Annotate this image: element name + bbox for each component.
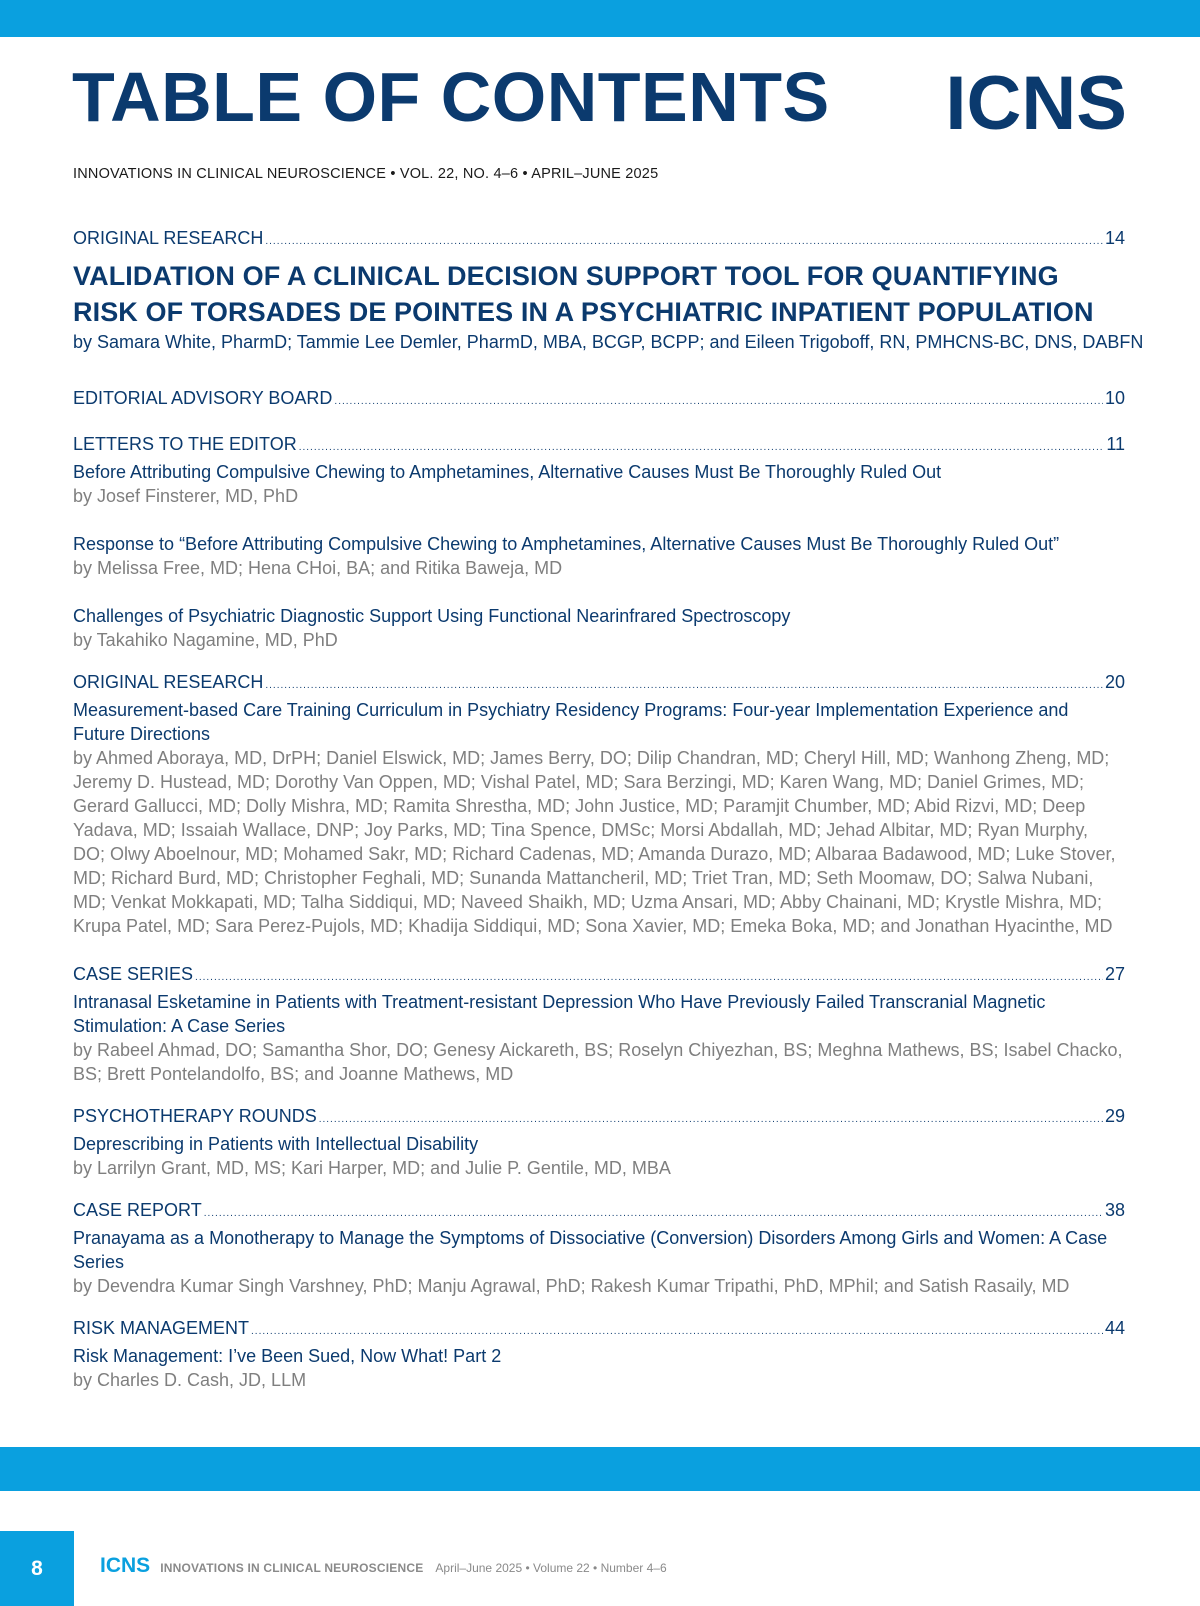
article-authors: by Melissa Free, MD; Hena CHoi, BA; and Ritika Baweja, MD [73, 558, 563, 578]
toc-article [73, 604, 1125, 652]
leader-dots [265, 674, 1103, 698]
toc-article [73, 990, 1125, 1086]
footer-journal-name: INNOVATIONS IN CLINICAL NEUROSCIENCE [160, 1561, 424, 1575]
leader-dots [195, 966, 1103, 990]
toc-section [73, 670, 1125, 938]
article-title[interactable]: Measurement-based Care Training Curriculum in Psychiatry Residency Programs: Four-year Implementation Experience and Future Directions [73, 700, 1069, 744]
leader-dots [299, 436, 1105, 460]
section-page-number: 27 [1104, 964, 1125, 984]
toc-article [73, 1132, 1125, 1180]
toc-article [73, 698, 1125, 938]
article-title[interactable]: Intranasal Esketamine in Patients with Treatment-resistant Depression Who Have Previously Failed Transcranial Magnetic Stimulation: A Case Series [73, 992, 1046, 1036]
article-title[interactable]: Response to “Before Attributing Compulsive Chewing to Amphetamines, Alternative Causes Must Be Thoroughly Ruled Out” [73, 534, 1060, 554]
toc-section [73, 226, 1144, 354]
article-authors: by Charles D. Cash, JD, LLM [73, 1370, 307, 1390]
leader-dots [204, 1202, 1103, 1226]
leader-dots [265, 230, 1103, 254]
article-authors: by Rabeel Ahmad, DO; Samantha Shor, DO; Genesy Aickareth, BS; Roselyn Chiyezhan, BS; Meghna Mathews, BS; Isabel Chacko, BS; Brett Pontelandolfo, BS; and Joanne Mathews, MD [73, 1040, 1123, 1084]
toc-section-header[interactable] [73, 962, 1125, 990]
footer-logo: ICNS [100, 1554, 151, 1577]
toc-section-header[interactable] [73, 1104, 1125, 1132]
leader-dots [334, 390, 1103, 414]
journal-logo: ICNS [945, 61, 1127, 146]
toc-article [73, 1344, 1125, 1392]
article-title[interactable]: Pranayama as a Monotherapy to Manage the Symptoms of Dissociative (Conversion) Disorders Among Girls and Women: A Case Series [73, 1228, 1108, 1272]
toc-section-header[interactable] [73, 1198, 1125, 1226]
section-category: PSYCHOTHERAPY ROUNDS [73, 1106, 317, 1126]
section-page-number: 14 [1104, 228, 1125, 248]
article-title[interactable]: Risk Management: I’ve Been Sued, Now What! Part 2 [73, 1346, 502, 1366]
toc-section [73, 962, 1125, 1086]
toc-content [73, 226, 1144, 1392]
bottom-color-bar [0, 1447, 1200, 1491]
toc-article [73, 1226, 1125, 1298]
toc-section-header[interactable] [73, 226, 1125, 254]
section-page-number: 11 [1106, 434, 1125, 454]
toc-article [73, 460, 1125, 508]
top-color-bar [0, 0, 1200, 37]
toc-section-header[interactable] [73, 1316, 1125, 1344]
article-authors: by Takahiko Nagamine, MD, PhD [73, 630, 338, 650]
article-authors: by Larrilyn Grant, MD, MS; Kari Harper, MD; and Julie P. Gentile, MD, MBA [73, 1158, 671, 1178]
footer-issue-info: April–June 2025 • Volume 22 • Number 4–6 [435, 1561, 667, 1575]
section-category: ORIGINAL RESEARCH [73, 228, 264, 248]
feature-article-title[interactable]: VALIDATION OF A CLINICAL DECISION SUPPORT TOOL FOR QUANTIFYING RISK OF TORSADES DE POINTES IN A PSYCHIATRIC INPATIENT POPULATION [73, 261, 1094, 327]
toc-section [73, 1104, 1125, 1180]
section-category: CASE SERIES [73, 964, 194, 984]
page-number-box [0, 1531, 74, 1606]
article-authors: by Josef Finsterer, MD, PhD [73, 486, 299, 506]
section-category: CASE REPORT [73, 1200, 202, 1220]
toc-section-header[interactable] [73, 386, 1125, 414]
issue-subtitle: INNOVATIONS IN CLINICAL NEUROSCIENCE • VOL. 22, NO. 4–6 • APRIL–JUNE 2025 [73, 166, 659, 182]
page-number: 8 [31, 1556, 43, 1580]
section-page-number: 38 [1104, 1200, 1125, 1220]
section-category: LETTERS TO THE EDITOR [73, 434, 297, 454]
page-footer [100, 1554, 667, 1578]
section-category: EDITORIAL ADVISORY BOARD [73, 388, 333, 408]
toc-section [73, 432, 1125, 652]
section-category: RISK MANAGEMENT [73, 1318, 250, 1338]
toc-section [73, 1198, 1125, 1298]
section-category: ORIGINAL RESEARCH [73, 672, 264, 692]
page-title: TABLE OF CONTENTS [72, 58, 830, 136]
article-title[interactable]: Deprescribing in Patients with Intellectual Disability [73, 1134, 479, 1154]
article-title[interactable]: Before Attributing Compulsive Chewing to Amphetamines, Alternative Causes Must Be Thoroughly Ruled Out [73, 462, 942, 482]
leader-dots [251, 1320, 1103, 1344]
section-page-number: 10 [1104, 388, 1125, 408]
section-page-number: 44 [1104, 1318, 1125, 1338]
article-title[interactable]: Challenges of Psychiatric Diagnostic Support Using Functional Nearinfrared Spectroscopy [73, 606, 791, 626]
toc-section [73, 1316, 1125, 1392]
section-page-number: 20 [1104, 672, 1125, 692]
toc-article [73, 532, 1125, 580]
section-page-number: 29 [1104, 1106, 1125, 1126]
article-authors: by Ahmed Aboraya, MD, DrPH; Daniel Elswick, MD; James Berry, DO; Dilip Chandran, MD; Cheryl Hill, MD; Wanhong Zheng, MD; Jeremy D. Hustead, MD; Dorothy Van Oppen, MD; Vishal Patel, MD; Sara Berzingi, MD; Karen Wang, MD; Daniel Grimes, MD; Gerard Gallucci, MD; Dolly Mishra, MD; Ramita Shrestha, MD; John Justice, MD; Paramjit Chumber, MD; Abid Rizvi, MD; Deep Yadava, MD; Issaiah Wallace, DNP; Joy Parks, MD; Tina Spence, DMSc; Morsi Abdallah, MD; Jehad Albitar, MD; Ryan Murphy, DO; Olwy Aboelnour, MD; Mohamed Sakr, MD; Richard Cadenas, MD; Amanda Durazo, MD; Albaraa Badawood, MD; Luke Stover, MD; Richard Burd, MD; Christopher Feghali, MD; Sunanda Mattancheril, MD; Triet Tran, MD; Seth Moomaw, DO; Salwa Nubani, MD; Venkat Mokkapati, MD; Talha Siddiqui, MD; Naveed Shaikh, MD; Uzma Ansari, MD; Abby Chainani, MD; Krystle Mishra, MD; Krupa Patel, MD; Sara Perez-Pujols, MD; Khadija Siddiqui, MD; Sona Xavier, MD; Emeka Boka, MD; and Jonathan Hyacinthe, MD [73, 748, 1116, 936]
article-authors: by Devendra Kumar Singh Varshney, PhD; Manju Agrawal, PhD; Rakesh Kumar Tripathi, PhD, MPhil; and Satish Rasaily, MD [73, 1276, 1070, 1296]
toc-section-header[interactable] [73, 670, 1125, 698]
toc-section [73, 386, 1125, 414]
toc-section-header[interactable] [73, 432, 1125, 460]
leader-dots [319, 1108, 1103, 1132]
feature-article-authors: by Samara White, PharmD; Tammie Lee Demler, PharmD, MBA, BCGP, BCPP; and Eileen Trigoboff, RN, PMHCNS-BC, DNS, DABFN [73, 332, 1144, 352]
